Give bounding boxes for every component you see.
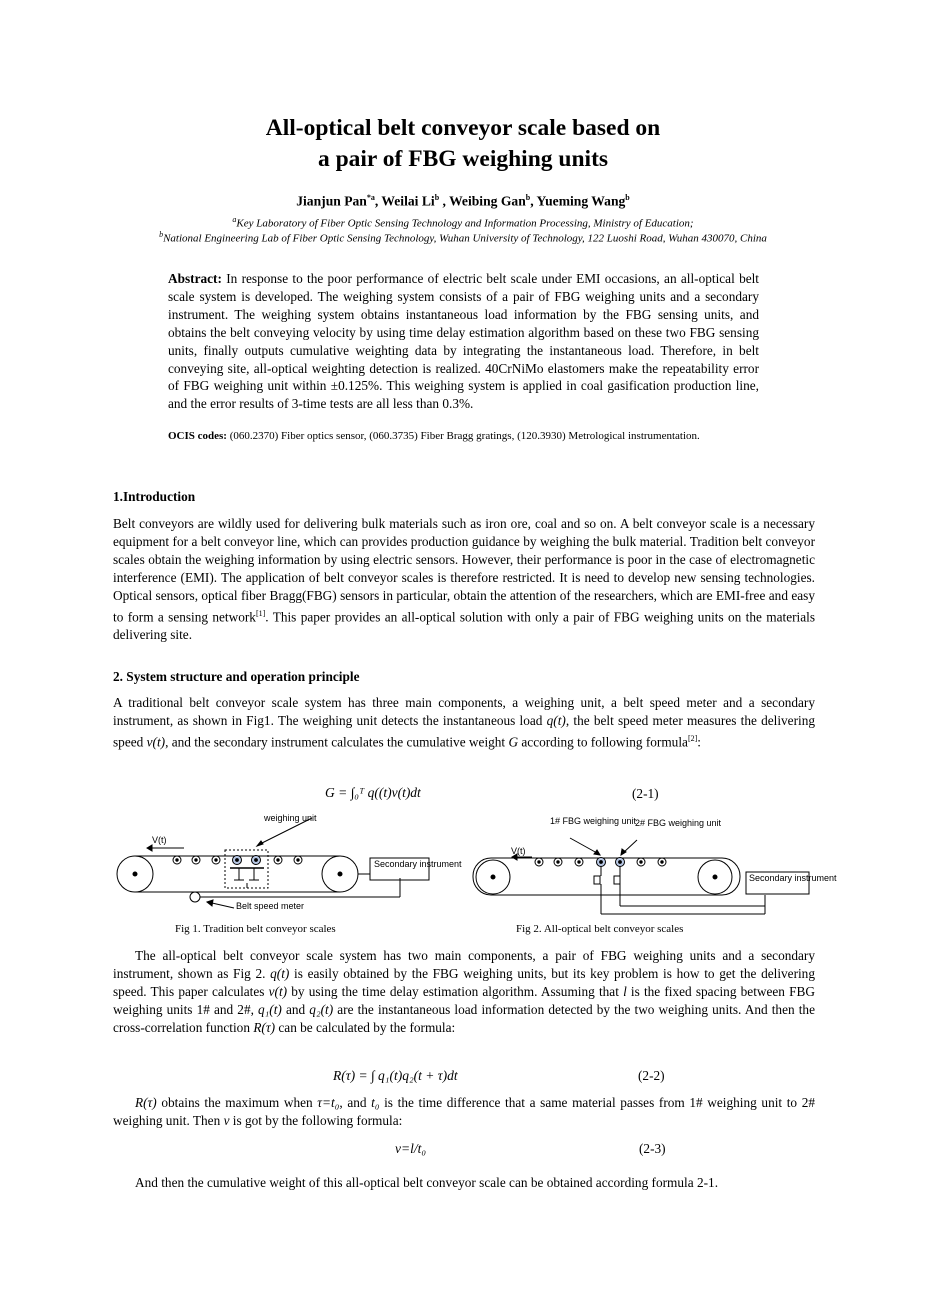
fig1-speed-meter-label: Belt speed meter <box>236 901 305 911</box>
affiliation-b-sup: b <box>159 230 164 239</box>
abstract-label: Abstract: <box>168 271 222 286</box>
equation-2-3-number: (2-3) <box>639 1141 666 1156</box>
author-4-sup: b <box>625 193 630 202</box>
fig2-fbg1-arrow <box>570 838 597 853</box>
section-2-heading: 2. System structure and operation principle <box>113 669 360 684</box>
author-1: Jianjun Pan <box>296 193 367 209</box>
title-line-1: All-optical belt conveyor scale based on <box>265 115 661 141</box>
author-4: , Yueming Wang <box>530 193 626 209</box>
fig2-secondary-label: Secondary instrument <box>749 873 837 883</box>
equation-2-1-number: (2-1) <box>632 786 659 801</box>
equation-2-2: R(τ) = ∫ q₁(t)q₂(t + τ)dt <box>333 1068 458 1083</box>
author-list <box>0 193 926 210</box>
section-2-paragraph-3: R(τ) obtains the maximum when τ=t₀, and t₀ is the time difference that a same material passes from 1# weighing unit to 2# weighing unit. Then v is got by the following formula: <box>113 1095 816 1128</box>
abstract <box>168 270 759 413</box>
section-2-paragraph-2: The all-optical belt conveyor scale system has two main components, a pair of FBG weighing units and a secondary instrument, shown as Fig 2. q(t) is easily obtained by the FBG weighing units, but its key problem is how to get the delivering speed. This paper calculates v(t) by using the time delay estimation algorithm. Assuming that l is the fixed spacing between FBG weighing units 1# and 2#, q₁(t) and q₂(t) are the instantaneous load information detected by the two weighing units. And then the cross-correlation function R(τ) can be calculated by the formula: <box>113 948 815 1035</box>
author-1-sup: *a <box>366 193 375 202</box>
fig2-fbg2-label: 2# FBG weighing unit <box>635 818 722 828</box>
figure-2-caption: Fig 2. All-optical belt conveyor scales <box>516 923 684 935</box>
equation-2-3: v=l/t₀ <box>395 1141 427 1156</box>
author-3-sup: b <box>525 193 531 202</box>
fig2-fbg-2 <box>614 876 620 884</box>
fig1-speed-meter <box>190 892 200 902</box>
fig2-fbg1-label: 1# FBG weighing unit <box>550 816 637 826</box>
section-2-paragraph-1: A traditional belt conveyor scale system has three main components, a weighing unit, a belt speed meter and a secondary instrument, as shown in Fig1. The weighing unit detects the instantaneous load q(t), the belt speed meter measures the delivering speed v(t), and the secondary instrument calculates the cumulative weight G according to following formula[2]: <box>113 695 816 750</box>
author-2-sup: b <box>434 193 440 202</box>
figure-2-diagram <box>470 810 837 918</box>
fig1-idlers <box>173 856 302 865</box>
fig1-vt-label: V(t) <box>152 835 167 845</box>
affiliation-a: $^a$Key Laboratory of Fiber Optic Sensing Technology and Information Processing, Ministry of Education; <box>232 215 694 230</box>
figure-1-caption: Fig 1. Tradition belt conveyor scales <box>175 923 336 935</box>
abstract-text: In response to the poor performance of electric belt scale under EMI occasions, an all-optical belt scale system is developed. The weighing system consists of a pair of FBG weighing units and a secondary instrument. The weighing system obtains instantaneous load information by the FBG sensing units, and obtains the belt conveying velocity by using time delay estimation algorithm based on these two FBG sensing units, finally outputs cumulative weighting data by integrating the instantaneous load. Therefore, in belt conveying site, all-optical weighting detection is realized. 40CrNiMo elastomers make the repeatability error of FBG weighing unit within ±0.125%. This weighing system is applied in coal gasification production line, and the error results of 3-time tests are all less than 0.3%. <box>168 271 760 412</box>
title-line-2: a pair of FBG weighing units <box>317 146 609 172</box>
equation-2-1: G = ∫₀ᵀ q((t)v(t)dt <box>325 785 421 800</box>
reference-1: [1] <box>255 608 266 618</box>
fig2-fbg-1 <box>594 876 600 884</box>
fig1-secondary-label: Secondary instrument <box>374 859 462 869</box>
fig1-weighing-unit-label: weighing unit <box>264 813 317 823</box>
reference-2: [2] <box>687 733 698 743</box>
ocis-codes <box>168 429 759 444</box>
ocis-text: (060.2370) Fiber optics sensor, (060.3735) Fiber Bragg gratings, (120.3930) Metrological instrumentation. <box>229 430 700 442</box>
paper-title <box>0 113 926 175</box>
figure-1-diagram <box>112 808 462 912</box>
ocis-label: OCIS codes: <box>168 430 227 442</box>
section-1-paragraph: Belt conveyors are wildly used for delivering bulk materials such as iron ore, coal and so on. A belt conveyor scale is a necessary equipment for a belt conveyor line, which can provides production guidance by weighing the bulk material. Tradition belt conveyor scales obtain the weighing information by using electric sensors. However, their performance is poor in the case of electromagnetic interference (EMI). The application of belt conveyor scales is therefore restricted. It is need to develop new sensing technologies. Optical sensors, optical fiber Bragg(FBG) sensors in particular, obtain the attention of the researchers, which are EMI-free and easy to form a sensing network[1]. This paper provides an all-optical solution with only a pair of FBG weighing units on the materials delivering site. <box>113 516 815 642</box>
equation-2-2-number: (2-2) <box>638 1068 665 1083</box>
fig2-idlers <box>535 858 666 867</box>
fig2-vt-label: V(t) <box>511 846 526 856</box>
author-3: , Weibing Gan <box>439 193 526 209</box>
affiliation-b: $^b$National Engineering Lab of Fiber Optic Sensing Technology, Wuhan University of Technology, 122 Luoshi Road, Wuhan 430070, China <box>159 230 767 245</box>
author-2: , Weilai Li <box>374 193 435 209</box>
section-2-paragraph-4: And then the cumulative weight of this all-optical belt conveyor scale can be obtained according formula 2-1. <box>135 1175 719 1190</box>
fig1-speed-arrow <box>212 903 234 908</box>
section-1-heading: 1.Introduction <box>113 489 196 504</box>
affiliation-a-sup: a <box>232 215 237 224</box>
fig2-belt <box>473 858 740 895</box>
